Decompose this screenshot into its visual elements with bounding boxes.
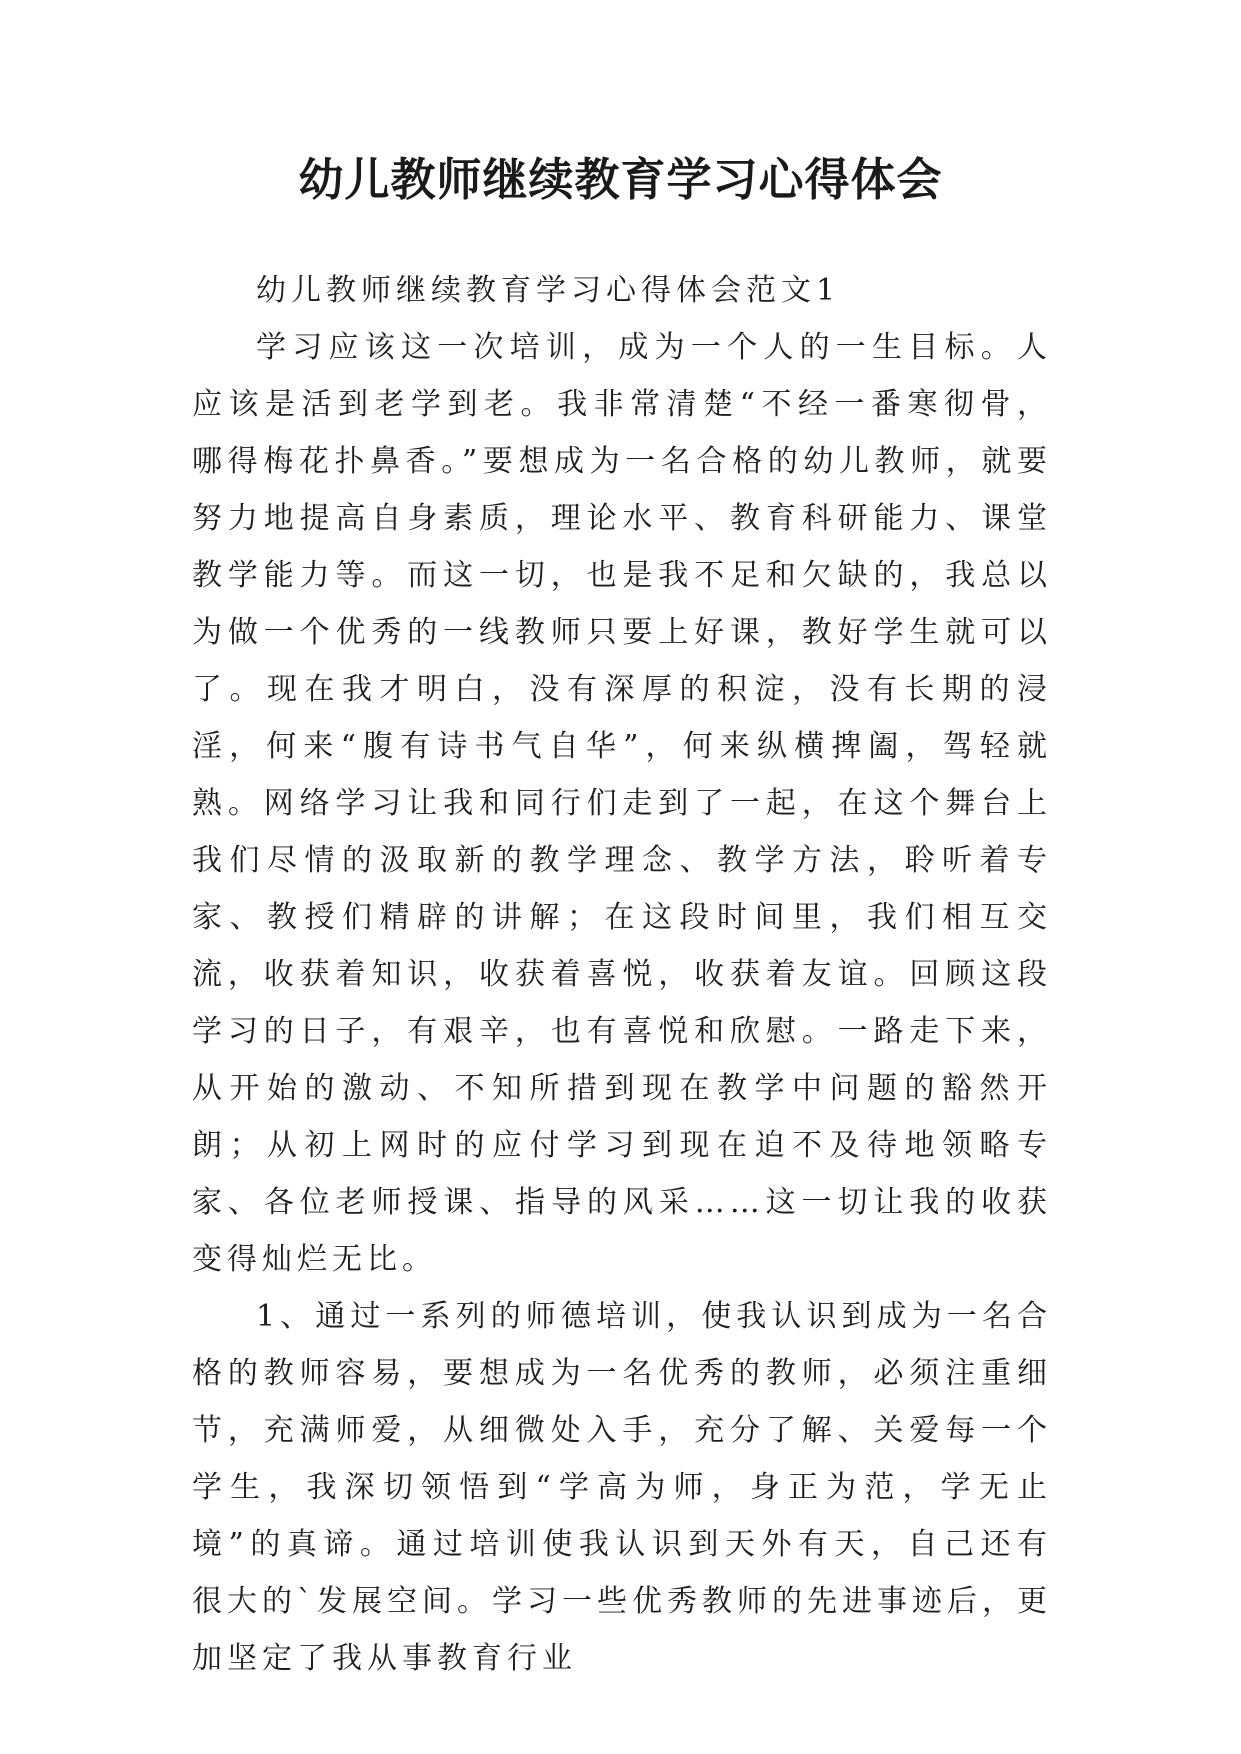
document-body: [192, 262, 1052, 1687]
document-subtitle: 幼儿教师继续教育学习心得体会范文1: [256, 273, 841, 308]
body-paragraph: 学习应该这一次培训，成为一个人的一生目标。人应该是活到老学到老。我非常清楚“不经一番寒彻骨，哪得梅花扑鼻香。”要想成为一名合格的幼儿教师，就要努力地提高自身素质，理论水平、教育科研能力、课堂教学能力等。而这一切，也是我不足和欠缺的，我总以为做一个优秀的一线教师只要上好课，教好学生就可以了。现在我才明白，没有深厚的积淀，没有长期的浸淫，何来“腹有诗书气自华”，何来纵横捭阖，驾轻就熟。网络学习让我和同行们走到了一起，在这个舞台上我们尽情的汲取新的教学理念、教学方法，聆听着专家、教授们精辟的讲解；在这段时间里，我们相互交流，收获着知识，收获着喜悦，收获着友谊。回顾这段学习的日子，有艰辛，也有喜悦和欣慰。一路走下来，从开始的激动、不知所措到现在教学中问题的豁然开朗；从初上网时的应付学习到现在迫不及待地领略专家、各位老师授课、指导的风采……这一切让我的收获变得灿烂无比。: [192, 330, 1052, 1277]
body-paragraph: 1、通过一系列的师德培训，使我认识到成为一名合格的教师容易，要想成为一名优秀的教师，必须注重细节，充满师爱，从细微处入手，充分了解、关爱每一个学生，我深切领悟到“学高为师，身正为范，学无止境”的真谛。通过培训使我认识到天外有天，自己还有很大的`发展空间。学习一些优秀教师的先进事迹后，更加坚定了我从事教育行业: [192, 1299, 1052, 1676]
document-title: 幼儿教师继续教育学习心得体会: [298, 153, 943, 206]
